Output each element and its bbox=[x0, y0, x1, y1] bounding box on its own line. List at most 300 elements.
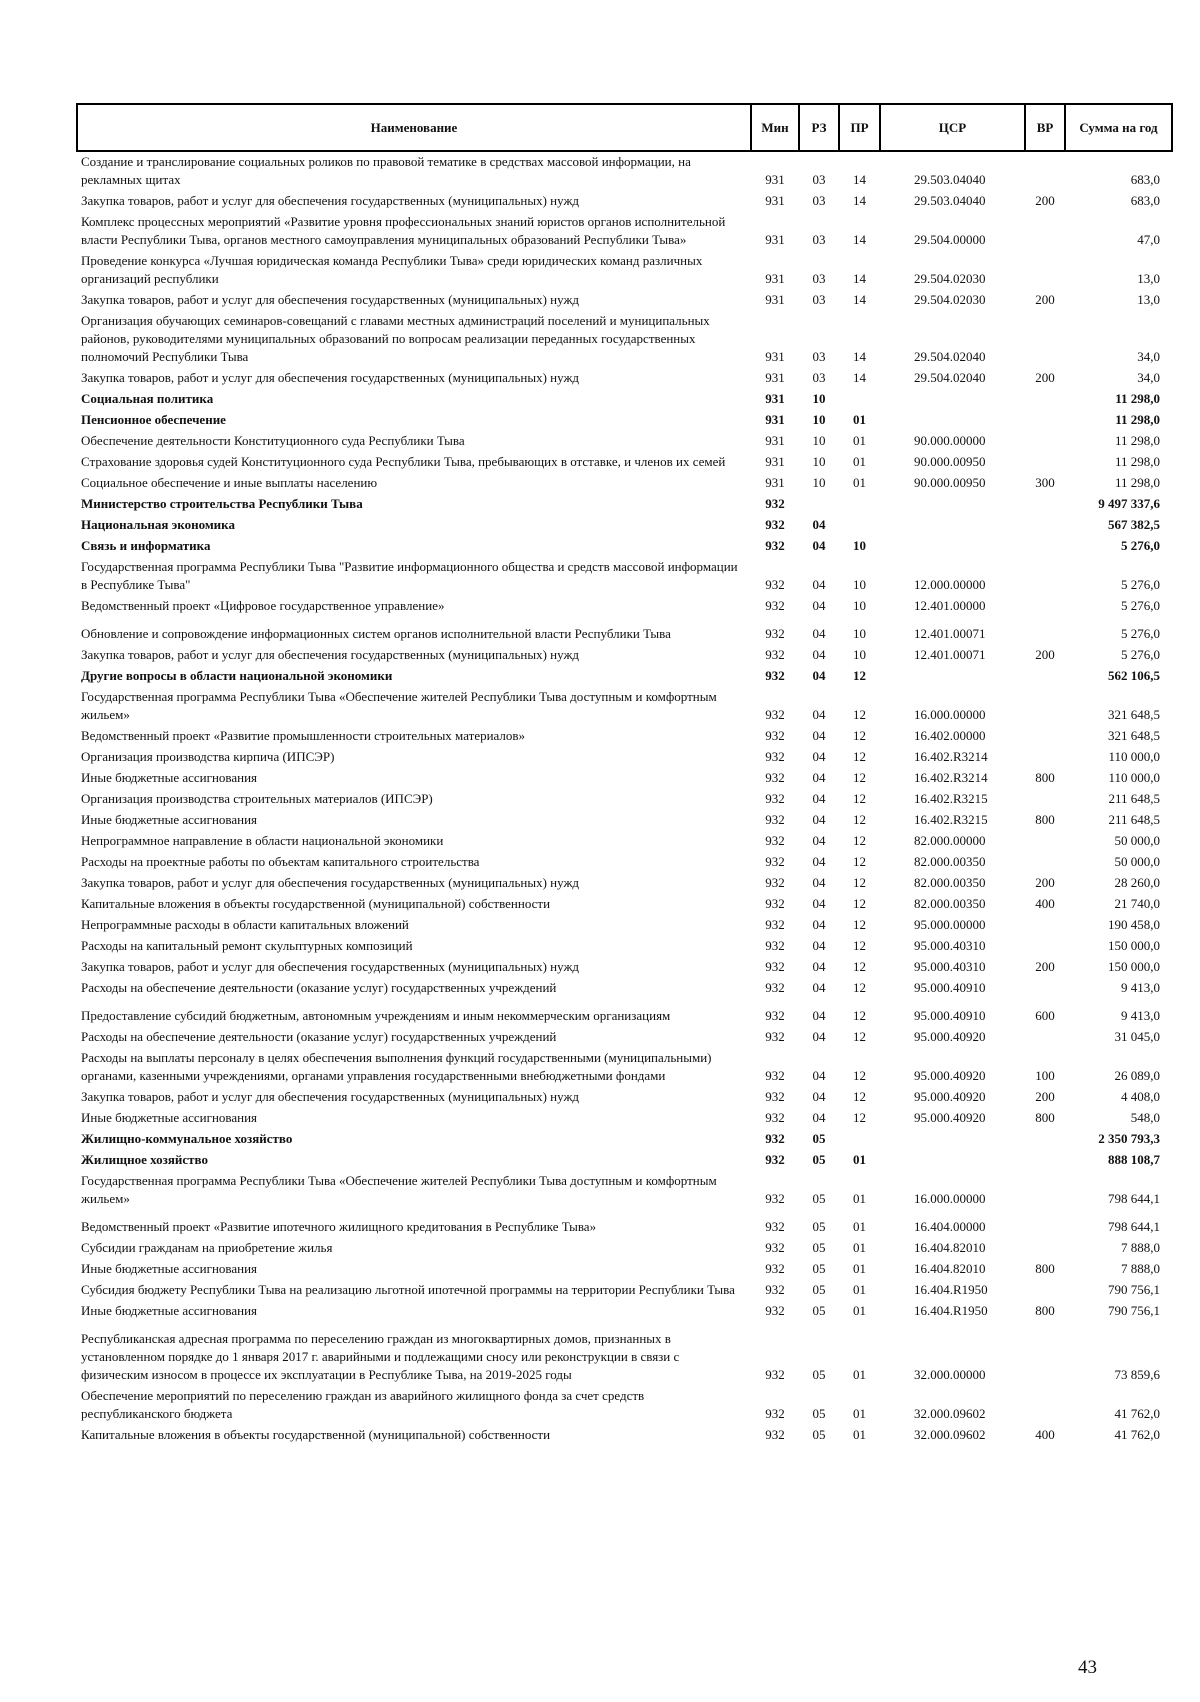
cell-rz: 10 bbox=[812, 412, 826, 427]
cell-name: Ведомственный проект «Развитие ипотечного жилищного кредитования в Республике Тыва» bbox=[81, 1219, 597, 1234]
cell-vr: 200 bbox=[1035, 875, 1055, 890]
table-row bbox=[77, 452, 1172, 473]
cell-csr: 29.504.02030 bbox=[914, 292, 986, 307]
cell-csr: 90.000.00950 bbox=[914, 454, 986, 469]
table-row bbox=[77, 557, 1172, 596]
cell-sum: 798 644,1 bbox=[1108, 1219, 1160, 1234]
cell-name: Страхование здоровья судей Конституционного суда Республики Тыва, пребывающих в отставке, и членов их семей bbox=[81, 454, 726, 469]
header-sum: Сумма на год bbox=[1065, 104, 1172, 151]
cell-csr: 16.404.82010 bbox=[914, 1240, 986, 1255]
cell-sum: 567 382,5 bbox=[1108, 517, 1160, 532]
table-row bbox=[77, 810, 1172, 831]
cell-name: Закупка товаров, работ и услуг для обеспечения государственных (муниципальных) нужд bbox=[81, 647, 580, 662]
cell-pr: 10 bbox=[853, 626, 866, 641]
cell-csr: 16.404.00000 bbox=[914, 1219, 986, 1234]
cell-csr: 90.000.00000 bbox=[914, 433, 986, 448]
table-row bbox=[77, 1259, 1172, 1280]
cell-min: 932 bbox=[765, 1367, 785, 1382]
cell-vr: 200 bbox=[1035, 193, 1055, 208]
cell-min: 932 bbox=[765, 517, 785, 532]
cell-rz: 04 bbox=[812, 959, 826, 974]
table-row bbox=[77, 645, 1172, 666]
cell-sum: 9 497 337,6 bbox=[1098, 496, 1160, 511]
cell-name: Непрограммное направление в области национальной экономики bbox=[81, 833, 444, 848]
cell-csr: 95.000.40920 bbox=[914, 1089, 986, 1104]
cell-rz: 05 bbox=[812, 1427, 826, 1442]
cell-min: 932 bbox=[765, 875, 785, 890]
table-row bbox=[77, 957, 1172, 978]
cell-min: 932 bbox=[765, 1303, 785, 1318]
cell-min: 932 bbox=[765, 647, 785, 662]
cell-min: 932 bbox=[765, 1191, 785, 1206]
cell-vr: 200 bbox=[1035, 959, 1055, 974]
cell-vr bbox=[1025, 666, 1065, 687]
header-name: Наименование bbox=[77, 104, 751, 151]
cell-name: Закупка товаров, работ и услуг для обеспечения государственных (муниципальных) нужд bbox=[81, 292, 580, 307]
cell-sum: 11 298,0 bbox=[1115, 391, 1160, 406]
cell-sum: 5 276,0 bbox=[1121, 538, 1160, 553]
cell-min: 932 bbox=[765, 496, 785, 511]
cell-pr: 12 bbox=[853, 959, 866, 974]
cell-pr: 01 bbox=[853, 475, 866, 490]
cell-min: 931 bbox=[765, 292, 785, 307]
table-row bbox=[77, 1150, 1172, 1171]
cell-vr bbox=[1025, 251, 1065, 290]
cell-name: Расходы на проектные работы по объектам капитального строительства bbox=[81, 854, 480, 869]
cell-pr: 01 bbox=[853, 1261, 866, 1276]
cell-min: 932 bbox=[765, 626, 785, 641]
cell-sum: 110 000,0 bbox=[1108, 749, 1160, 764]
cell-sum: 73 859,6 bbox=[1114, 1367, 1160, 1382]
cell-name: Расходы на обеспечение деятельности (оказание услуг) государственных учреждений bbox=[81, 1029, 557, 1044]
table-row bbox=[77, 596, 1172, 617]
header-rz: РЗ bbox=[799, 104, 839, 151]
cell-vr bbox=[1025, 311, 1065, 368]
cell-vr bbox=[1025, 852, 1065, 873]
cell-vr: 400 bbox=[1035, 896, 1055, 911]
table-row bbox=[77, 1280, 1172, 1301]
cell-csr: 29.504.00000 bbox=[914, 232, 986, 247]
cell-pr: 12 bbox=[853, 1110, 866, 1125]
cell-min: 932 bbox=[765, 938, 785, 953]
cell-pr: 12 bbox=[853, 833, 866, 848]
cell-sum: 11 298,0 bbox=[1114, 454, 1160, 469]
cell-csr: 16.404.R1950 bbox=[914, 1282, 988, 1297]
cell-vr: 600 bbox=[1035, 1008, 1055, 1023]
cell-csr: 16.402.R3215 bbox=[914, 791, 988, 806]
cell-name: Обеспечение деятельности Конституционного суда Республики Тыва bbox=[81, 433, 465, 448]
cell-sum: 2 350 793,3 bbox=[1098, 1131, 1160, 1146]
cell-pr: 10 bbox=[853, 647, 866, 662]
cell-sum: 888 108,7 bbox=[1108, 1152, 1160, 1167]
cell-min: 932 bbox=[765, 959, 785, 974]
cell-csr: 82.000.00000 bbox=[914, 833, 986, 848]
cell-name: Иные бюджетные ассигнования bbox=[81, 1110, 258, 1125]
cell-name: Пенсионное обеспечение bbox=[81, 412, 226, 427]
cell-rz: 05 bbox=[812, 1219, 826, 1234]
cell-pr: 01 bbox=[853, 1282, 866, 1297]
cell-vr bbox=[1025, 1171, 1065, 1210]
cell-name: Капитальные вложения в объекты государственной (муниципальной) собственности bbox=[81, 1427, 551, 1442]
cell-vr: 200 bbox=[1035, 292, 1055, 307]
cell-rz: 04 bbox=[812, 626, 826, 641]
cell-csr: 82.000.00350 bbox=[914, 896, 986, 911]
cell-rz: 04 bbox=[812, 770, 826, 785]
cell-name: Организация обучающих семинаров-совещаний с главами местных администраций поселений и муниципальных районов, руководителями муниципальных образований по вопросам реализации переданных государственных полномочий Республики Тыва bbox=[81, 313, 710, 364]
cell-csr: 32.000.09602 bbox=[914, 1427, 986, 1442]
cell-vr: 800 bbox=[1035, 1110, 1055, 1125]
cell-pr bbox=[839, 1129, 880, 1150]
table-row bbox=[77, 978, 1172, 999]
cell-vr: 200 bbox=[1035, 1089, 1055, 1104]
cell-sum: 9 413,0 bbox=[1121, 980, 1160, 995]
cell-min: 931 bbox=[765, 433, 785, 448]
cell-rz: 04 bbox=[812, 1110, 826, 1125]
cell-min: 931 bbox=[765, 349, 785, 364]
cell-sum: 110 000,0 bbox=[1108, 770, 1160, 785]
cell-name: Организация производства кирпича (ИПСЭР) bbox=[81, 749, 335, 764]
cell-vr bbox=[1025, 617, 1065, 645]
cell-rz: 10 bbox=[812, 475, 826, 490]
cell-min: 932 bbox=[765, 980, 785, 995]
cell-csr: 16.402.R3215 bbox=[914, 812, 988, 827]
cell-sum: 683,0 bbox=[1130, 193, 1160, 208]
cell-csr: 12.401.00071 bbox=[914, 626, 986, 641]
cell-pr: 01 bbox=[853, 1367, 866, 1382]
cell-csr: 82.000.00350 bbox=[914, 875, 986, 890]
cell-name: Иные бюджетные ассигнования bbox=[81, 770, 258, 785]
cell-csr: 16.404.R1950 bbox=[914, 1303, 988, 1318]
cell-min: 931 bbox=[765, 193, 785, 208]
cell-sum: 28 260,0 bbox=[1114, 875, 1160, 890]
cell-vr: 800 bbox=[1035, 1303, 1055, 1318]
cell-vr bbox=[1025, 431, 1065, 452]
cell-csr: 32.000.09602 bbox=[914, 1406, 986, 1421]
table-row bbox=[77, 1210, 1172, 1238]
cell-vr bbox=[1025, 1386, 1065, 1425]
cell-vr: 100 bbox=[1035, 1068, 1055, 1083]
cell-name: Закупка товаров, работ и услуг для обеспечения государственных (муниципальных) нужд bbox=[81, 370, 580, 385]
cell-min: 932 bbox=[765, 1261, 785, 1276]
cell-min: 932 bbox=[765, 598, 785, 613]
cell-sum: 798 644,1 bbox=[1108, 1191, 1160, 1206]
cell-vr bbox=[1025, 726, 1065, 747]
cell-csr bbox=[880, 536, 1025, 557]
cell-vr: 800 bbox=[1035, 812, 1055, 827]
cell-sum: 41 762,0 bbox=[1114, 1406, 1160, 1421]
cell-name: Создание и транслирование социальных роликов по правовой тематике в средствах массовой информации, на рекламных щитах bbox=[77, 151, 751, 191]
cell-rz: 04 bbox=[812, 598, 826, 613]
cell-sum: 5 276,0 bbox=[1121, 626, 1160, 641]
cell-rz: 10 bbox=[812, 433, 826, 448]
table-row bbox=[77, 1425, 1172, 1446]
cell-sum: 21 740,0 bbox=[1114, 896, 1160, 911]
cell-rz: 03 bbox=[799, 151, 839, 191]
table-row bbox=[77, 852, 1172, 873]
cell-rz: 05 bbox=[812, 1240, 826, 1255]
cell-min: 932 bbox=[765, 1406, 785, 1421]
cell-min: 932 bbox=[765, 1427, 785, 1442]
cell-pr: 12 bbox=[853, 668, 866, 683]
cell-csr: 12.401.00000 bbox=[914, 598, 986, 613]
cell-sum: 321 648,5 bbox=[1108, 707, 1160, 722]
cell-min: 932 bbox=[765, 833, 785, 848]
cell-min: 932 bbox=[765, 1008, 785, 1023]
cell-rz: 03 bbox=[812, 370, 826, 385]
cell-vr bbox=[1025, 747, 1065, 768]
cell-name: Проведение конкурса «Лучшая юридическая команда Республики Тыва» среди юридических команд различных организаций республики bbox=[81, 253, 703, 286]
cell-min: 931 bbox=[765, 271, 785, 286]
cell-name: Комплекс процессных мероприятий «Развитие уровня профессиональных знаний юристов органов исполнительной власти Республики Тыва, органов местного самоуправления муниципальных образований Республики Тыва» bbox=[81, 214, 726, 247]
cell-pr: 10 bbox=[853, 538, 866, 553]
cell-sum: 5 276,0 bbox=[1121, 598, 1160, 613]
cell-name: Государственная программа Республики Тыва "Развитие информационного общества и средств массовой информации в Республике Тыва" bbox=[81, 559, 738, 592]
cell-vr: 200 bbox=[1035, 370, 1055, 385]
cell-min: 931 bbox=[765, 370, 785, 385]
cell-rz: 04 bbox=[812, 938, 826, 953]
cell-min: 932 bbox=[765, 749, 785, 764]
cell-vr bbox=[1025, 915, 1065, 936]
cell-pr: 12 bbox=[853, 917, 866, 932]
cell-sum: 26 089,0 bbox=[1114, 1068, 1160, 1083]
cell-csr: 95.000.40910 bbox=[914, 980, 986, 995]
table-row bbox=[77, 726, 1172, 747]
cell-rz: 04 bbox=[812, 517, 826, 532]
table-row bbox=[77, 873, 1172, 894]
cell-sum: 790 756,1 bbox=[1108, 1303, 1160, 1318]
cell-name: Другие вопросы в области национальной экономики bbox=[81, 668, 393, 683]
table-row bbox=[77, 831, 1172, 852]
cell-name: Обеспечение мероприятий по переселению граждан из аварийного жилищного фонда за счет средств республиканского бюджета bbox=[81, 1388, 645, 1421]
cell-csr: 95.000.40310 bbox=[914, 938, 986, 953]
cell-name: Предоставление субсидий бюджетным, автономным учреждениям и иным некоммерческим организациям bbox=[81, 1008, 671, 1023]
cell-rz: 04 bbox=[812, 1089, 826, 1104]
cell-csr: 16.402.R3214 bbox=[914, 770, 988, 785]
cell-rz: 04 bbox=[812, 791, 826, 806]
cell-rz: 03 bbox=[812, 349, 826, 364]
cell-min: 931 bbox=[765, 454, 785, 469]
cell-sum: 11 298,0 bbox=[1115, 412, 1160, 427]
cell-vr bbox=[1025, 389, 1065, 410]
cell-min: 932 bbox=[765, 770, 785, 785]
cell-min: 932 bbox=[765, 1089, 785, 1104]
cell-sum: 50 000,0 bbox=[1114, 854, 1160, 869]
cell-sum: 7 888,0 bbox=[1121, 1261, 1160, 1276]
cell-sum: 150 000,0 bbox=[1108, 938, 1160, 953]
cell-pr: 01 bbox=[853, 1406, 866, 1421]
cell-pr: 12 bbox=[853, 1029, 866, 1044]
table-row bbox=[77, 1048, 1172, 1087]
cell-csr: 90.000.00950 bbox=[914, 475, 986, 490]
cell-name: Иные бюджетные ассигнования bbox=[81, 1261, 258, 1276]
cell-csr: 16.000.00000 bbox=[914, 707, 986, 722]
cell-vr bbox=[1025, 1129, 1065, 1150]
cell-name: Непрограммные расходы в области капитальных вложений bbox=[81, 917, 409, 932]
cell-rz: 04 bbox=[812, 854, 826, 869]
table-row bbox=[77, 1087, 1172, 1108]
cell-min: 932 bbox=[765, 577, 785, 592]
table-row bbox=[77, 290, 1172, 311]
cell-name: Ведомственный проект «Развитие промышленности строительных материалов» bbox=[81, 728, 526, 743]
cell-min: 931 bbox=[751, 151, 799, 191]
cell-sum: 47,0 bbox=[1137, 232, 1160, 247]
cell-pr: 12 bbox=[853, 1008, 866, 1023]
header-vr: ВР bbox=[1025, 104, 1065, 151]
cell-sum: 790 756,1 bbox=[1108, 1282, 1160, 1297]
cell-name: Социальная политика bbox=[81, 391, 214, 406]
cell-csr: 95.000.40920 bbox=[914, 1110, 986, 1125]
cell-min: 932 bbox=[765, 707, 785, 722]
cell-pr: 01 bbox=[853, 433, 866, 448]
cell-pr: 12 bbox=[853, 791, 866, 806]
table-row bbox=[77, 915, 1172, 936]
table-body bbox=[77, 151, 1172, 1446]
table-row bbox=[77, 251, 1172, 290]
cell-min: 931 bbox=[765, 475, 785, 490]
cell-rz: 04 bbox=[812, 896, 826, 911]
table-row bbox=[77, 768, 1172, 789]
cell-csr: 29.504.02040 bbox=[914, 349, 986, 364]
table-row bbox=[77, 368, 1172, 389]
cell-pr: 12 bbox=[853, 812, 866, 827]
table-row bbox=[77, 999, 1172, 1027]
cell-name: Обновление и сопровождение информационных систем органов исполнительной власти Республики Тыва bbox=[81, 626, 671, 641]
cell-name: Государственная программа Республики Тыва «Обеспечение жителей Республики Тыва доступным и комфортным жильем» bbox=[81, 1173, 717, 1206]
cell-rz: 05 bbox=[812, 1367, 826, 1382]
cell-rz: 04 bbox=[812, 833, 826, 848]
cell-sum: 11 298,0 bbox=[1114, 475, 1160, 490]
cell-pr: 12 bbox=[853, 749, 866, 764]
cell-pr: 01 bbox=[853, 1191, 866, 1206]
table-row bbox=[77, 311, 1172, 368]
cell-pr: 12 bbox=[853, 980, 866, 995]
table-row bbox=[77, 1108, 1172, 1129]
cell-min: 932 bbox=[765, 1282, 785, 1297]
cell-rz: 04 bbox=[812, 1068, 826, 1083]
cell-pr: 12 bbox=[853, 854, 866, 869]
cell-pr: 01 bbox=[853, 412, 866, 427]
cell-name: Национальная экономика bbox=[81, 517, 235, 532]
cell-rz: 03 bbox=[812, 292, 826, 307]
table-row bbox=[77, 936, 1172, 957]
cell-sum: 13,0 bbox=[1137, 292, 1160, 307]
page-number: 43 bbox=[1078, 1657, 1097, 1678]
cell-sum: 4 408,0 bbox=[1121, 1089, 1160, 1104]
cell-sum: 7 888,0 bbox=[1121, 1240, 1160, 1255]
table-row bbox=[77, 212, 1172, 251]
cell-vr bbox=[1025, 1322, 1065, 1386]
cell-rz: 04 bbox=[812, 577, 826, 592]
budget-table bbox=[76, 103, 1173, 1446]
cell-rz: 05 bbox=[812, 1131, 826, 1146]
table-row bbox=[77, 536, 1172, 557]
cell-sum: 562 106,5 bbox=[1108, 668, 1160, 683]
cell-min: 932 bbox=[765, 538, 785, 553]
cell-pr: 01 bbox=[853, 1152, 866, 1167]
cell-sum: 11 298,0 bbox=[1114, 433, 1160, 448]
cell-sum: 321 648,5 bbox=[1108, 728, 1160, 743]
cell-pr: 12 bbox=[853, 938, 866, 953]
table-row bbox=[77, 473, 1172, 494]
cell-name: Жилищное хозяйство bbox=[81, 1152, 208, 1167]
cell-pr: 01 bbox=[853, 454, 866, 469]
cell-name: Министерство строительства Республики Тыва bbox=[81, 496, 363, 511]
cell-pr: 14 bbox=[839, 151, 880, 191]
cell-min: 931 bbox=[765, 232, 785, 247]
cell-pr: 14 bbox=[853, 292, 866, 307]
cell-csr bbox=[880, 1129, 1025, 1150]
table-row bbox=[77, 789, 1172, 810]
cell-csr: 16.000.00000 bbox=[914, 1191, 986, 1206]
cell-pr bbox=[839, 515, 880, 536]
table-row bbox=[77, 410, 1172, 431]
header-csr: ЦСР bbox=[880, 104, 1025, 151]
cell-sum: 150 000,0 bbox=[1108, 959, 1160, 974]
cell-min: 932 bbox=[765, 1110, 785, 1125]
cell-sum: 211 648,5 bbox=[1108, 812, 1160, 827]
cell-vr bbox=[1025, 452, 1065, 473]
cell-pr bbox=[839, 389, 880, 410]
cell-rz: 05 bbox=[812, 1191, 826, 1206]
cell-min: 932 bbox=[765, 1219, 785, 1234]
table-header bbox=[77, 104, 1172, 151]
cell-name: Связь и информатика bbox=[81, 538, 211, 553]
cell-rz bbox=[799, 494, 839, 515]
cell-sum: 211 648,5 bbox=[1108, 791, 1160, 806]
cell-vr bbox=[1025, 831, 1065, 852]
cell-rz: 04 bbox=[812, 668, 826, 683]
cell-name: Субсидии гражданам на приобретение жилья bbox=[81, 1240, 333, 1255]
cell-vr bbox=[1025, 1210, 1065, 1238]
cell-vr bbox=[1025, 789, 1065, 810]
header-min: Мин bbox=[751, 104, 799, 151]
cell-min: 932 bbox=[765, 1131, 785, 1146]
cell-vr bbox=[1025, 494, 1065, 515]
cell-vr: 800 bbox=[1035, 770, 1055, 785]
cell-name: Расходы на обеспечение деятельности (оказание услуг) государственных учреждений bbox=[81, 980, 557, 995]
cell-csr: 95.000.40310 bbox=[914, 959, 986, 974]
cell-csr: 95.000.40920 bbox=[914, 1029, 986, 1044]
cell-rz: 04 bbox=[812, 647, 826, 662]
cell-sum: 5 276,0 bbox=[1121, 577, 1160, 592]
cell-rz: 04 bbox=[812, 1029, 826, 1044]
cell-rz: 03 bbox=[812, 271, 826, 286]
cell-pr: 12 bbox=[853, 1089, 866, 1104]
cell-name: Иные бюджетные ассигнования bbox=[81, 1303, 258, 1318]
cell-pr: 14 bbox=[853, 370, 866, 385]
cell-pr: 01 bbox=[853, 1427, 866, 1442]
cell-min: 932 bbox=[765, 1068, 785, 1083]
cell-rz: 03 bbox=[812, 232, 826, 247]
cell-csr: 16.402.00000 bbox=[914, 728, 986, 743]
cell-min: 932 bbox=[765, 854, 785, 869]
table-row bbox=[77, 1322, 1172, 1386]
table-row bbox=[77, 151, 1172, 191]
cell-rz: 05 bbox=[812, 1152, 826, 1167]
cell-vr bbox=[1025, 687, 1065, 726]
cell-pr: 12 bbox=[853, 896, 866, 911]
cell-pr bbox=[839, 494, 880, 515]
cell-sum: 13,0 bbox=[1137, 271, 1160, 286]
cell-vr bbox=[1025, 1280, 1065, 1301]
table-row bbox=[77, 191, 1172, 212]
cell-csr: 82.000.00350 bbox=[914, 854, 986, 869]
cell-min: 932 bbox=[765, 668, 785, 683]
cell-vr: 400 bbox=[1035, 1427, 1055, 1442]
table-row bbox=[77, 666, 1172, 687]
cell-sum: 41 762,0 bbox=[1114, 1427, 1160, 1442]
cell-min: 932 bbox=[765, 728, 785, 743]
